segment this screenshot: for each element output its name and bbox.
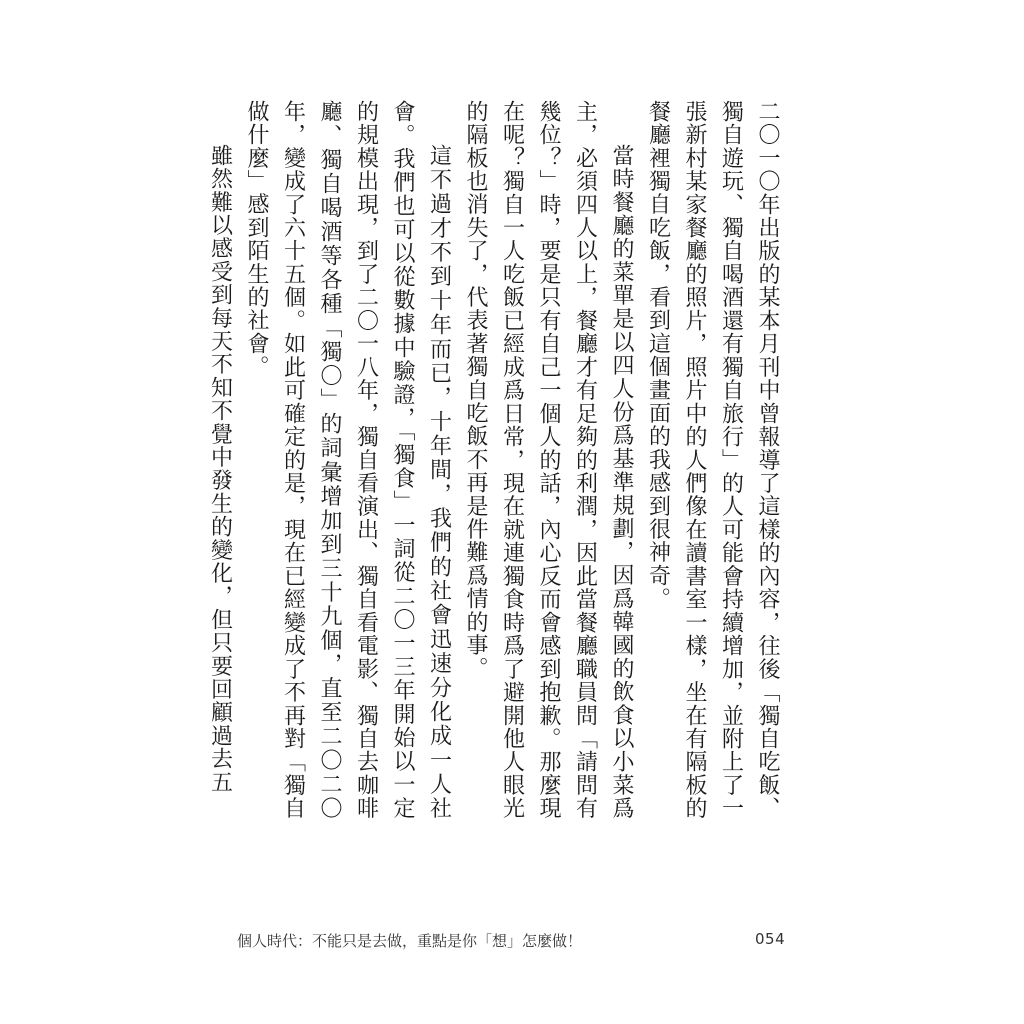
running-footer-book-title: 個人時代：不能只是去做，重點是你「想」怎麼做！ (237, 932, 583, 950)
paragraph-4: 雖然難以感受到每天不知不覺中發生的變化，但只要回顧過去五 (207, 144, 233, 794)
vertical-body-text (207, 100, 785, 820)
paragraph-1: 二〇一〇年出版的某本月刊中曾報導了這樣的內容，往後「獨自吃飯、獨自遊玩、獨自喝酒還有獨自旅行」的人可能會持續增加，並附上了一張新村某家餐廳的照片，照片中的人們像在讀書室一樣，坐在有隔板的餐廳裡獨自吃飯，看到這個畫面的我感到很神奇。 (645, 100, 780, 820)
page-number: 054 (755, 930, 786, 948)
paragraph-3: 這不過才不到十年而已，十年間，我們的社會迅速分化成一人社會。我們也可以從數據中驗證，「獨食」一詞從二〇一三年開始以一定的規模出現，到了二〇一八年，獨自看演出、獨自看電影、獨自去咖啡廳、獨自喝酒等各種「獨〇」的詞彙增加到三十九個，直至二〇二〇年，變成了六十五個。如此可確定的是，現在已經變成了不再對「獨自做什麼」感到陌生的社會。 (244, 100, 452, 820)
paragraph-2: 當時餐廳的菜單是以四人份爲基準規劃，因爲韓國的飲食以小菜爲主，必須四人以上，餐廳才有足夠的利潤，因此當餐廳職員問「請問有幾位？」時，要是只有自己一個人的話，內心反而會感到抱歉。那麼現在呢？獨自一人吃飯已經成爲日常，現在就連獨食時爲了避開他人眼光的隔板也消失了，代表著獨自吃飯不再是件難爲情的事。 (463, 100, 634, 820)
